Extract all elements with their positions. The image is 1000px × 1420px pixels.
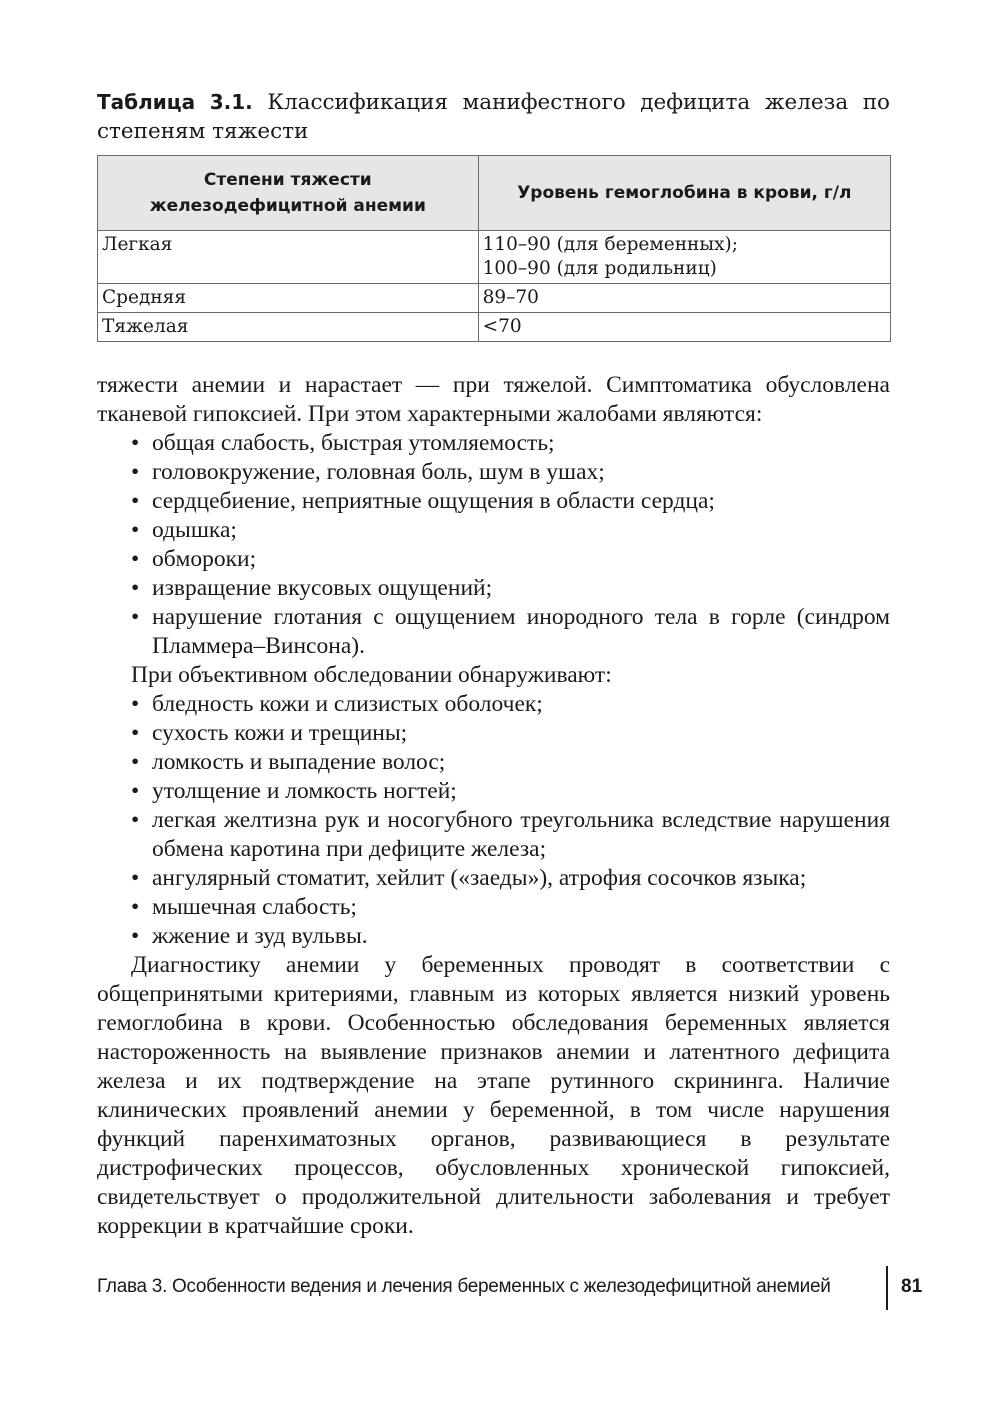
bullet: • [131, 604, 140, 630]
list-item: • бледность кожи и слизистых оболочек; [131, 691, 543, 717]
level-cell [478, 284, 890, 313]
table-caption-label: Таблица 3.1. [97, 90, 253, 114]
list-item: • сердцебиение, неприятные ощущения в области сердца; [131, 488, 715, 514]
bullet: • [131, 430, 140, 456]
grade-cell: Легкая [98, 231, 479, 284]
list-item: • легкая желтизна рук и носогубного треугольника вследствие нарушения обмена каротина при дефиците железа; [131, 807, 890, 862]
grade-cell: Тяжелая [98, 313, 479, 342]
intro-paragraph: тяжести анемии и нарастает — при тяжелой. Симптоматика обусловлена тканевой гипоксией. При этом характерными жалобами являются: [97, 372, 890, 427]
bullet: • [131, 720, 140, 746]
list-item: • утолщение и ломкость ногтей; [131, 778, 457, 804]
bullet: • [131, 546, 140, 572]
bullet: • [131, 517, 140, 543]
list-item: • извращение вкусовых ощущений; [131, 575, 493, 601]
list-item: • обмороки; [131, 546, 257, 572]
list-item: • нарушение глотания с ощущением инородного тела в горле (синдром Пламмера–Винсона). [131, 604, 890, 659]
bullet: • [131, 778, 140, 804]
footer-divider [886, 1266, 888, 1310]
list-item: • ангулярный стоматит, хейлит («заеды»), атрофия сосочков языка; [131, 865, 807, 891]
level-cell [478, 313, 890, 342]
header-severity: Степени тяжести железодефицитной анемии [98, 156, 479, 231]
list-item: • общая слабость, быстрая утомляемость; [131, 430, 555, 456]
list-item: • одышка; [131, 517, 237, 543]
bullet: • [131, 575, 140, 601]
table-header-row [98, 156, 891, 231]
list-item: • мышечная слабость; [131, 894, 357, 920]
bullet: • [131, 807, 140, 833]
bullet: • [131, 923, 140, 949]
header-hemoglobin: Уровень гемоглобина в крови, г/л [478, 156, 890, 231]
table-caption-text: Классификация манифестного дефицита железа по степеням тяжести [97, 90, 890, 144]
grade-cell: Средняя [98, 284, 479, 313]
chapter-title: Глава 3. Особенности ведения и лечения беременных с железодефицитной анемией [97, 1276, 831, 1297]
bullet: • [131, 894, 140, 920]
complaints-list [97, 429, 890, 661]
bullet: • [131, 459, 140, 485]
exam-intro-paragraph: При объективном обследовании обнаруживают: [131, 662, 612, 688]
bullet: • [131, 749, 140, 775]
table-row [98, 313, 891, 342]
list-item: • сухость кожи и трещины; [131, 720, 408, 746]
page-number: 81 [901, 1276, 923, 1297]
bullet: • [131, 691, 140, 717]
anemia-severity-table [97, 155, 891, 342]
body-text [97, 371, 890, 1241]
page-footer [97, 1266, 923, 1310]
bullet: • [131, 488, 140, 514]
closing-paragraph: Диагностику анемии у беременных проводят в соответствии с общепринятыми критериями, главным из которых является низкий уровень гемоглобина в крови. Особенностью обследования беременных является настороженность на выявление признаков анемии и латентного дефицита железа и их подтверждение на этапе рутинного скрининга. Наличие клинических проявлений анемии у беременной, в том числе нарушения функций паренхиматозных органов, развивающиеся в результате дистрофических процессов, обусловленных хронической гипоксией, свидетельствует о продолжительной длительности заболевания и требует коррекции в кратчайшие сроки. [97, 952, 890, 1239]
findings-list [97, 690, 890, 951]
bullet: • [131, 865, 140, 891]
level-cell [478, 231, 890, 284]
level-line: <70 [482, 316, 522, 337]
level-line: 110–90 (для беременных); [482, 234, 738, 255]
table-row [98, 284, 891, 313]
table-caption [97, 88, 890, 146]
list-item: • ломкость и выпадение волос; [131, 749, 446, 775]
level-line: 100–90 (для родильниц) [482, 258, 717, 279]
list-item: • жжение и зуд вульвы. [131, 923, 368, 949]
list-item: • головокружение, головная боль, шум в ушах; [131, 459, 605, 485]
level-line: 89–70 [482, 287, 539, 308]
table-row [98, 231, 891, 284]
